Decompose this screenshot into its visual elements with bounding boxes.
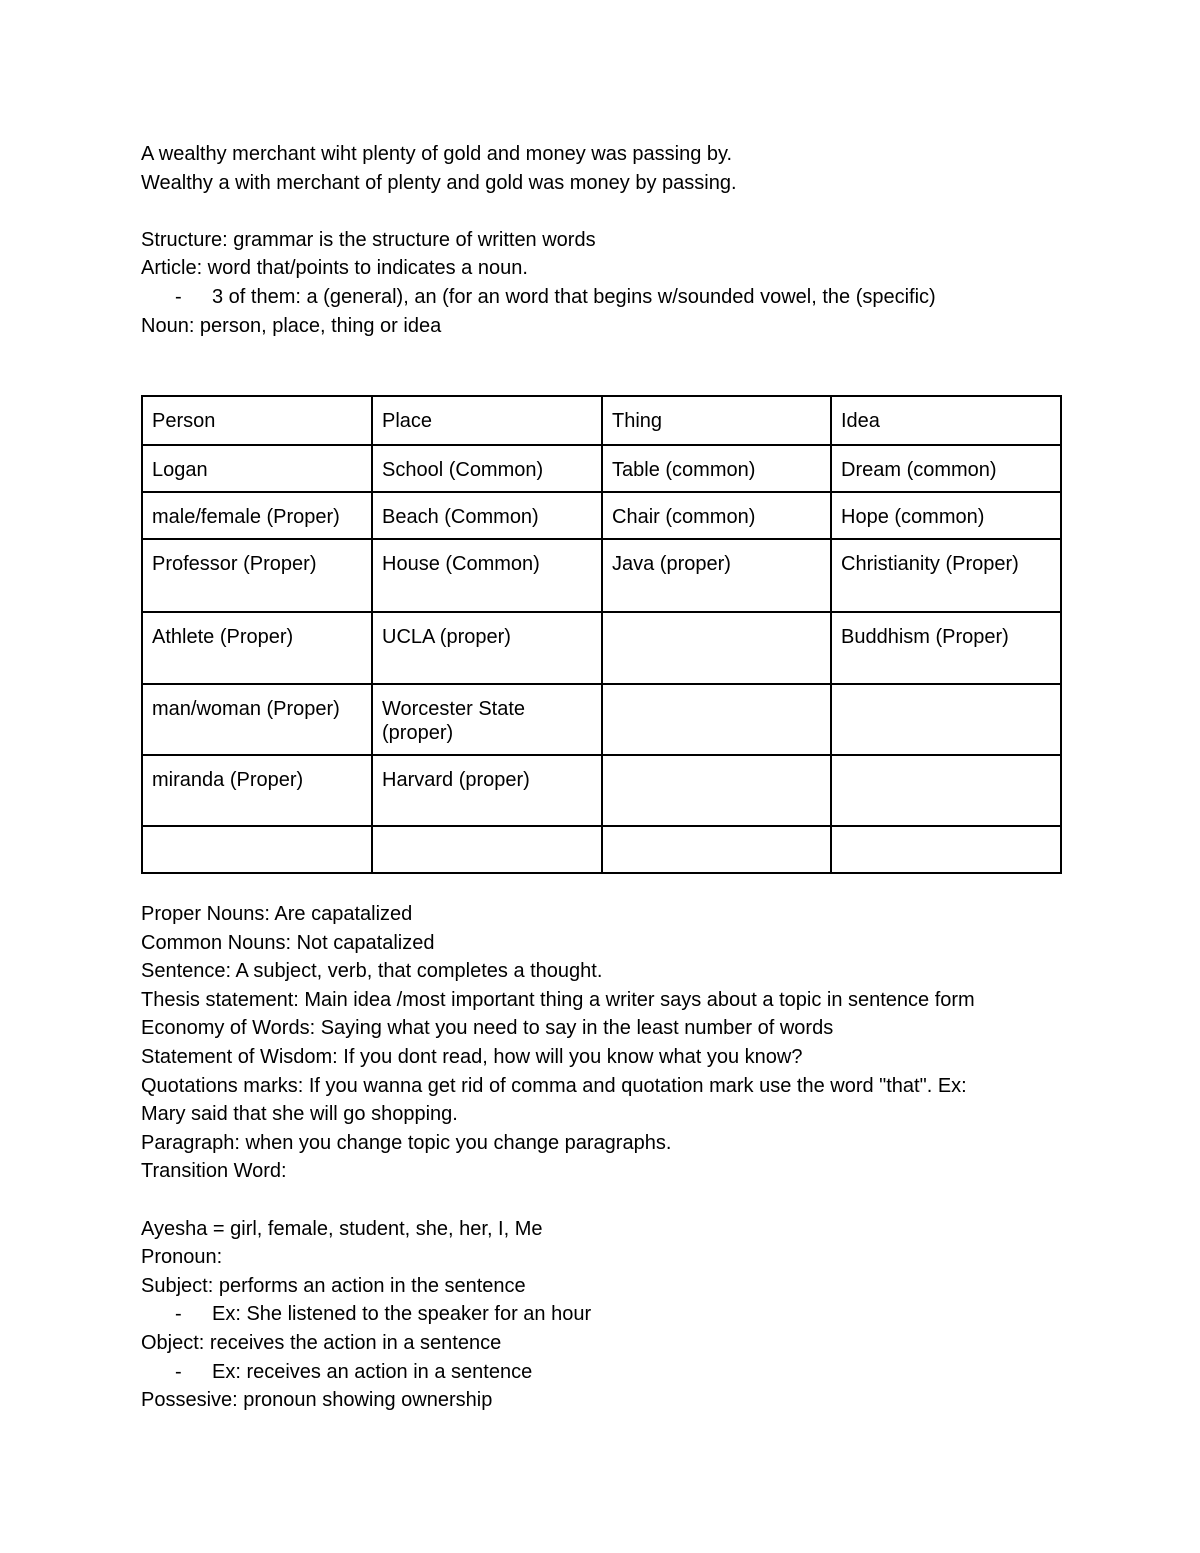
table-cell [831,755,1061,826]
note-line: Mary said that she will go shopping. [141,1103,458,1126]
header-cell: Place [372,396,602,445]
table-cell [602,755,831,826]
noun-definition: Noun: person, place, thing or idea [141,314,442,337]
bullet-dash: - [175,1360,182,1383]
note-line: Quotations marks: If you wanna get rid of comma and quotation mark use the word "that". Ex: [141,1074,967,1097]
bullet-dash: - [175,1303,182,1326]
article-bullet [141,283,1061,312]
table-cell: Worcester State (proper) [372,684,602,755]
bullet-dash: - [175,285,182,308]
object-definition: Object: receives the action in a sentence [141,1331,502,1354]
possesive-definition: Possesive: pronoun showing ownership [141,1389,493,1412]
notes-bottom [141,900,1081,1415]
pronoun-heading: Pronoun: [141,1246,223,1269]
structure-definition: Structure: grammar is the structure of written words [141,228,596,251]
object-example-text: Ex: receives an action in a sentence [212,1360,533,1383]
intro-line-2: Wealthy a with merchant of plenty and gold was money by passing. [141,171,737,194]
table-cell: male/female (Proper) [142,492,372,539]
table-cell: Professor (Proper) [142,539,372,612]
table-cell: Dream (common) [831,445,1061,492]
table-cell: Logan [142,445,372,492]
header-cell: Idea [831,396,1061,445]
table-cell: School (Common) [372,445,602,492]
intro-line-1: A wealthy merchant wiht plenty of gold and money was passing by. [141,143,733,165]
ayesha-line: Ayesha = girl, female, student, she, her, I, Me [141,1217,543,1240]
table-cell: Beach (Common) [372,492,602,539]
note-line: Statement of Wisdom: If you dont read, how will you know what you know? [141,1045,803,1068]
header-cell: Person [142,396,372,445]
article-definition: Article: word that/points to indicates a noun. [141,257,528,280]
table-cell [602,826,831,873]
table-cell: Java (proper) [602,539,831,612]
table-row [142,445,1061,492]
table-cell [602,684,831,755]
table-cell [372,826,602,873]
table-row [142,539,1061,612]
table-cell: Hope (common) [831,492,1061,539]
table-cell [831,684,1061,755]
table-row [142,684,1061,755]
table-cell: Christianity (Proper) [831,539,1061,612]
table-cell [602,612,831,684]
table-row [142,492,1061,539]
note-line: Sentence: A subject, verb, that completes a thought. [141,960,603,983]
note-line: Paragraph: when you change topic you change paragraphs. [141,1131,672,1154]
subject-example [141,1300,1081,1329]
table-cell [142,826,372,873]
table-cell: Athlete (Proper) [142,612,372,684]
notes-top [141,140,1061,340]
table-row [142,826,1061,873]
noun-table [141,395,1062,874]
table-cell: Buddhism (Proper) [831,612,1061,684]
table-cell: Chair (common) [602,492,831,539]
header-cell: Thing [602,396,831,445]
subject-definition: Subject: performs an action in the sentence [141,1274,526,1297]
note-line: Economy of Words: Saying what you need to say in the least number of words [141,1017,834,1040]
table-cell: Harvard (proper) [372,755,602,826]
table-header-row [142,396,1061,445]
table-cell: UCLA (proper) [372,612,602,684]
note-line: Transition Word: [141,1160,287,1183]
object-example [141,1358,1081,1387]
table-cell: Table (common) [602,445,831,492]
table-cell [831,826,1061,873]
table-row [142,755,1061,826]
subject-example-text: Ex: She listened to the speaker for an hour [212,1303,592,1326]
table-cell: House (Common) [372,539,602,612]
table-cell: man/woman (Proper) [142,684,372,755]
note-line: Common Nouns: Not capatalized [141,931,435,954]
table-row [142,612,1061,684]
note-line: Thesis statement: Main idea /most important thing a writer says about a topic in sentence form [141,988,975,1011]
article-bullet-text: 3 of them: a (general), an (for an word that begins w/sounded vowel, the (specific) [212,285,936,308]
note-line: Proper Nouns: Are capatalized [141,903,413,925]
table-cell: miranda (Proper) [142,755,372,826]
